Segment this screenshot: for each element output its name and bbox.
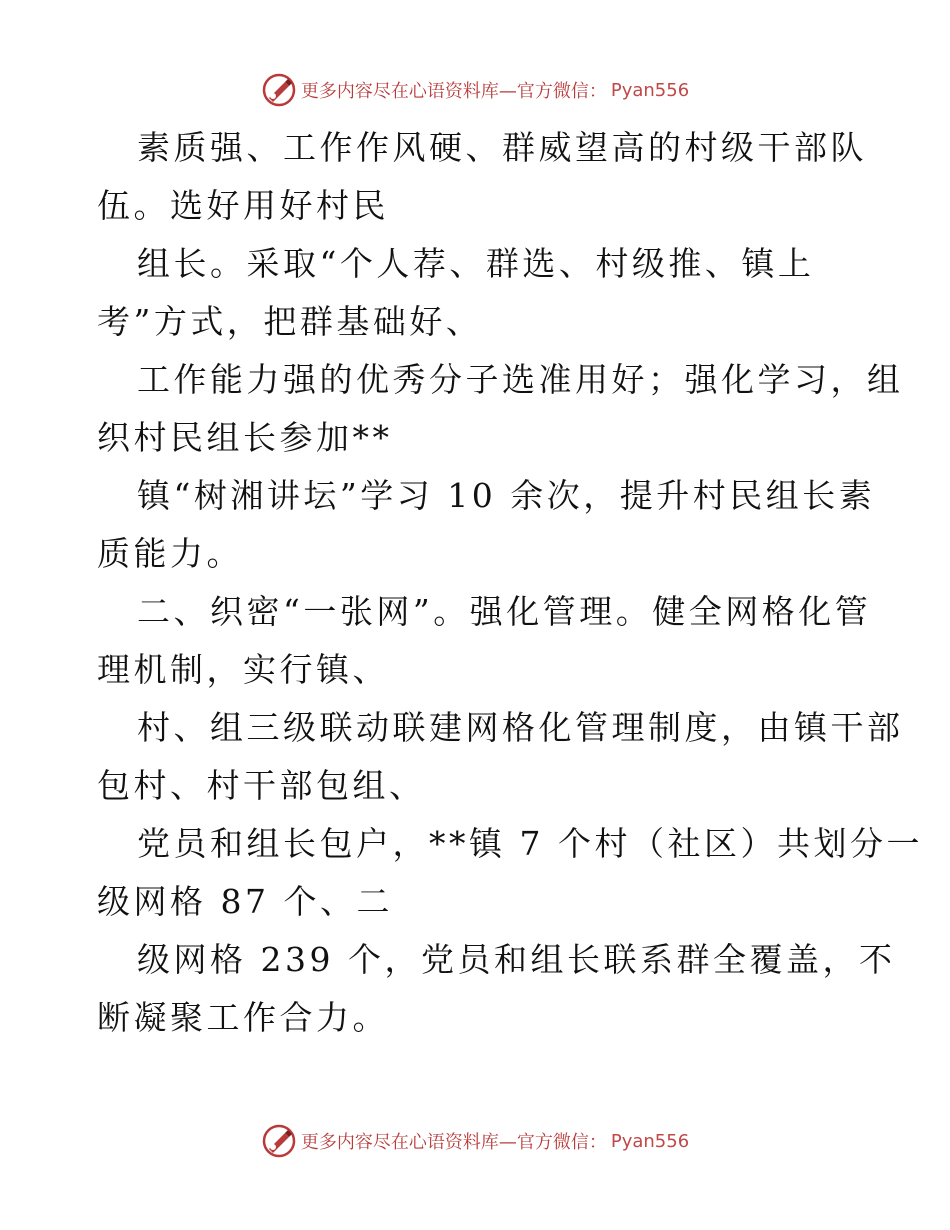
body-line: 断凝聚工作合力。 (97, 998, 389, 1037)
body-line: 理机制，实行镇、 (97, 650, 389, 689)
body-line: 级网格 239 个，党员和组长联系群全覆盖，不 (137, 940, 896, 979)
body-line: 素质强、工作作风硬、群威望高的村级干部队 (137, 128, 867, 167)
body-line: 党员和组长包户，**镇 7 个村（社区）共划分一 (137, 824, 923, 863)
watermark-wechat-id: Pyan556 (610, 79, 690, 101)
body-line: 级网格 87 个、二 (97, 882, 393, 921)
body-line: 二、织密“一张网”。强化管理。健全网格化管 (137, 592, 872, 631)
body-line: 镇“树湘讲坛”学习 10 余次，提升村民组长素 (137, 476, 876, 515)
body-line: 织村民组长参加** (97, 418, 393, 457)
body-line: 工作能力强的优秀分子选准用好；强化学习，组 (137, 360, 904, 399)
body-line: 村、组三级联动联建网格化管理制度，由镇干部 (137, 708, 904, 747)
body-line: 伍。选好用好村民 (97, 186, 389, 225)
watermark-wechat-id: Pyan556 (610, 1130, 690, 1152)
pen-logo-icon (261, 1123, 297, 1159)
body-line: 组长。采取“个人荐、群选、村级推、镇上 (137, 244, 815, 283)
body-line: 包村、村干部包组、 (97, 766, 426, 805)
document-body (97, 119, 923, 1047)
body-line: 考”方式，把群基础好、 (97, 302, 483, 341)
watermark-text: 更多内容尽在心语资料库—官方微信： (300, 81, 607, 102)
watermark-text: 更多内容尽在心语资料库—官方微信： (300, 1132, 607, 1153)
header-watermark (0, 72, 950, 108)
body-line: 质能力。 (97, 534, 243, 573)
footer-watermark (0, 1123, 950, 1159)
pen-logo-icon (261, 72, 297, 108)
